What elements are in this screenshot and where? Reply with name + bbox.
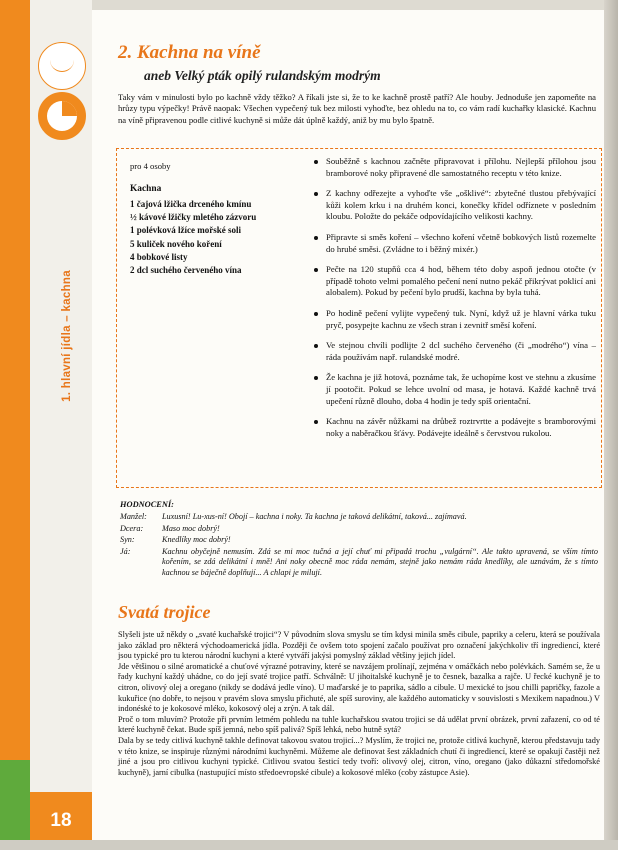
rating-block (120, 500, 598, 580)
paragraph: Dala by se tedy citlivá kuchyně takhle definovat takovou svatou trojicí...? Myslím, že trojici ne, protože citlivá kuchyně, kterou představuju tady v této knize, se inspiruje různými národními kuchyněmi. Můžeme ale definovat šest základních chutí či ingrediencí, které se opakují častěji než jiné a jsou pro citlivou kuchyni typické. Citlivou svatou šesticí tedy tvoří: olivový olej, citron, víno, oregano (jako důkazní středomořské kuchyně), jarní cibulka (nastupující místo středoevropské cibule) a kokosové mléko (coby zástupce Asie). (118, 735, 600, 777)
rating-person: Syn: (120, 535, 135, 545)
left-orange-band (0, 0, 30, 760)
pie-slice (62, 101, 77, 116)
ingredients-title: Kachna (130, 184, 162, 194)
recipe-title: 2. Kachna na víně (118, 42, 261, 63)
list-item: ½ kávové lžičky mletého zázvoru (130, 212, 257, 223)
page-number: 18 (30, 792, 92, 850)
table-row (120, 512, 598, 523)
list-item: Připravte si směs koření – všechno koření včetně bobkových listů rozemelte do hrubé směsi. (Zvládne to i běžný mixér.) (314, 232, 596, 255)
ingredients-block (130, 160, 300, 277)
paragraph: Proč o tom mluvím? Protože při prvním letmém pohledu na tuhle kuchařskou svatou trojici se dá udělat první obrázek, první zařazení, co od té které kuchyně čekat. Bude spíš jemná, nebo spíš palivá? Spíš lehká, nebo hutně sytá? (118, 714, 600, 735)
list-item: Z kachny odřezejte a vyhoďte vše „ošklivé“: zbytečné tlustou přebývající kůži kolem krku i na druhém konci, konečky křídel odříznete v posledním kloubu. Položte do pekáče odpovídajícího velikosti kachny. (314, 188, 596, 223)
rating-person: Dcera: (120, 523, 144, 533)
list-item: Kachnu na závěr nůžkami na drůbež roztrvrtte a podávejte s bramborovými noky a naběračkou šťávy. Podávejte ideálně s červstvou rukolou. (314, 416, 596, 439)
smile-arc (50, 57, 74, 72)
rating-text: Kachnu obyčejně nemusím. Zdá se mi moc tučná a její chuť mi připadá trochu „vulgární“. Ale takto upravená, se vším tímto kořením, se zdá delikátní i mně! Ani noky obecně moc ráda nemám, stejně jako nemám ráda knedlíky, ale uznávám, že s tímto kachnou se báječně doplňují... A chlapi je milují. (162, 546, 598, 577)
chapter-tab-label: 1. hlavní jídla – kachna (61, 270, 73, 402)
pie-chart-icon (38, 92, 86, 140)
table-row (120, 524, 598, 535)
list-item: 1 polévková lžíce mořské soli (130, 225, 241, 236)
rating-person: Manžel: (120, 512, 147, 521)
left-color-band (0, 0, 30, 850)
list-item: Souběžně s kachnou začněte připravovat i přílohu. Nejlepší přílohou jsou bramborové noky připravené dle samostatného receptu v této knize. (314, 156, 596, 179)
rating-person: Já: (120, 546, 131, 556)
list-item: 4 bobkové listy (130, 251, 188, 262)
rating-text: Maso moc dobrý! (162, 523, 220, 533)
page-right-edge (604, 0, 618, 850)
page-bottom-edge (0, 840, 618, 850)
servings-label: pro 4 osoby (130, 161, 171, 171)
article-body (118, 630, 600, 778)
list-item: Pečte na 120 stupňů cca 4 hod, během této doby aspoň jednou otočte (v případě tohoto velmi pomalého pečení není nutno pekáč přikrývat poklicí ani alobalem). Pokud by pečení bylo prudší, kachna by byla tuhá. (314, 264, 596, 299)
rating-title: HODNOCENÍ: (120, 500, 174, 509)
ingredients-list (130, 198, 300, 277)
list-item: Že kachna je již hotová, poznáme tak, že uchopíme kost ve stehnu a zkusíme jí pootočit. Pokud se lehce uvolní od masa, je hotavá. Každé kachně trvá upečení různě dlouho, doba 4 hodin je tedy spíš orientační. (314, 372, 596, 407)
list-item: Po hodině pečení vylijte vypečený tuk. Nyní, když už je hlavní várka tuku pryč, posypejte kachnu ze všech stran i zevnitř směsí koření. (314, 308, 596, 331)
recipe-subtitle: aneb Velký pták opilý rulandským modrým (144, 68, 381, 83)
recipe-intro: Taky vám v minulosti bylo po kachně vždy těžko? A říkali jste si, že to ke kachně prostě patří? Ale houby. Jednoduše jen zapomeňte na hrůzy typu výpečky! Právě naopak: Všechen vypečený tuk bez milosti vyhoďte, bez ohledu na to, co vám radí kuchařky klasické. Kachnu na víně připravenou podle citlivé kuchyně si může dát úplně každý, aniž by mu bylo špatně. (118, 92, 596, 125)
paragraph: Jde většinou o silné aromatické a chuťové výrazné potraviny, které se navzájem prolínají, zejména v omáčkách nebo polévkách. Samém se, že u řady kuchyní každý uhádne, co do její svaté trojice patří. Schválně: U jihoitalské kuchyně je to česnek, bazalka a rajče. U řecké kuchyně je to citron, olivový olej a oregano (nikdy se dodává jedle víno). U maďarské je to paprika, sádlo a cibule. U mexické to jsou chilli papričky, fazole a kukuřice (no dobře, to nejsou v pravém slova smyslu přichuté, ale spíš suroviny, ale každého automaticky v souvislosti s Mexikem napadnou.) V indonéské to je kokosové mléko, kokosový olej a zrýn. A tak dál. (118, 661, 600, 714)
table-row (120, 547, 598, 579)
paragraph: Slyšeli jste už někdy o „svaté kuchařské trojici“? V původním slova smyslu se tím kdysi minila směs cibule, papriky a celeru, která se používala jako základ pro některá východoamerická jídla. Později če ovšem toto spojení začalo používat pro označení jakýchkoliv tří ingrediencí, které jsou typické pro tu kterou národní kuchyni a které vytváří jakýsi pomyslný základ většiny jejich jídel. (118, 630, 600, 661)
list-item: 5 kuliček nového koření (130, 238, 222, 249)
rating-text: Luxusní! Lu-xus-ní! Obojí – kachna i noky. Ta kachna je taková delikátní, taková... zajímavá. (162, 512, 467, 521)
page-content (104, 0, 604, 850)
smiley-icon (38, 42, 86, 90)
list-item: 2 dcl suchého červeného vína (130, 265, 242, 276)
rating-text: Knedlíky moc dobrý! (162, 535, 231, 545)
list-item: 1 čajová lžička drceného kmínu (130, 199, 252, 209)
list-item: Ve stejnou chvíli podlijte 2 dcl suchého červeného (či „modrého“) vína – ráda používám např. rulandské modré. (314, 340, 596, 363)
article-title: Svatá trojice (118, 602, 211, 622)
table-row (120, 535, 598, 546)
preparation-steps (314, 156, 596, 448)
